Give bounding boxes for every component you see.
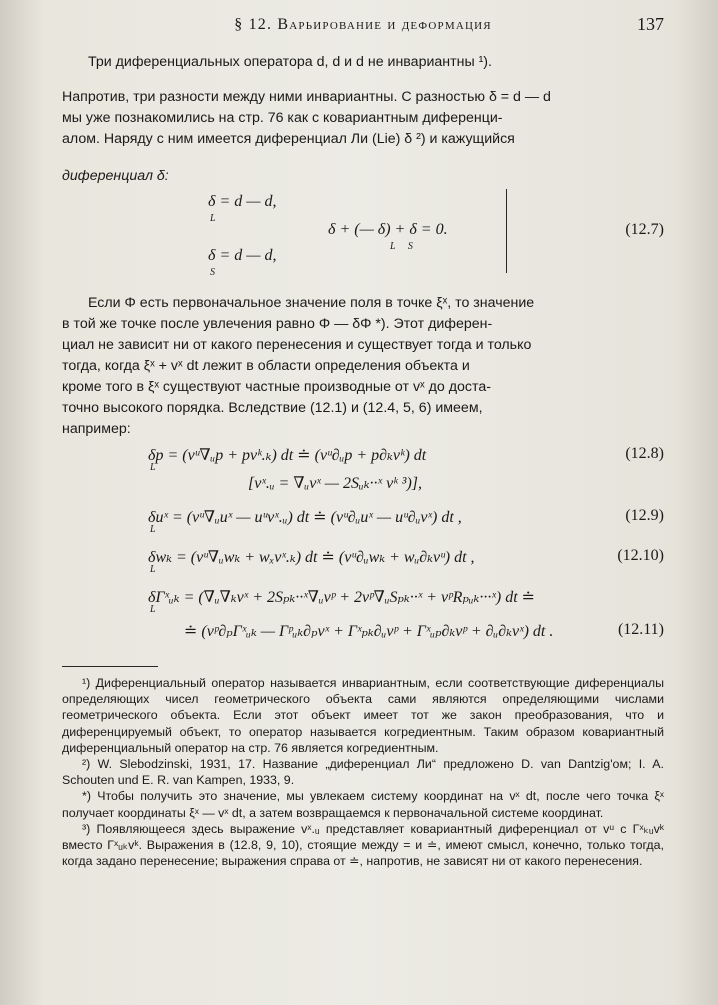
equation-text: δwₖ = (vᵘ∇ᵤwₖ + wₓvˣ.ₖ) dt ≐ (vᵘ∂ᵤwₖ + wᵤ∂ₖvᵘ) dt , (148, 549, 475, 566)
equation-12-11-part2 (62, 618, 664, 648)
main-text (62, 52, 664, 187)
equation-text: δuˣ = (vᵘ∇ᵤuˣ — uᵘvˣ.ᵤ) dt ≐ (vᵘ∂ᵤuˣ — uᵘ∂ᵤvˣ) dt , (148, 509, 462, 526)
system-line-3: δ = d — d, (208, 247, 277, 264)
equations-list (62, 442, 664, 648)
text-line: тогда, когда ξˣ + vˣ dt лежит в области определения объекта и (62, 358, 470, 374)
equation-text: ≐ (vᵖ∂ₚΓˣᵤₖ — Γᵖᵤₖ∂ₚvˣ + Γˣₚₖ∂ᵤvᵖ + Γˣᵤₚ∂ₖvᵖ + ∂ᵤ∂ₖvˣ) dt . (184, 623, 554, 640)
equation-number: (12.11) (617, 621, 664, 638)
text-line: кроме того в ξˣ существуют частные производные от vˣ до доста- (62, 379, 491, 395)
subscript-l: L (150, 524, 156, 535)
text-line: циал не зависит ни от какого перенесения и существует тогда и только (62, 337, 532, 353)
equation-12-9 (62, 504, 664, 544)
text-line: диференциал δ: (62, 168, 169, 184)
subscripts-l-s: L S (390, 241, 413, 252)
main-text-2 (62, 293, 664, 440)
equation-number: (12.8) (625, 445, 664, 462)
equation-12-8 (62, 442, 664, 473)
equation-12-11-part1 (62, 584, 664, 618)
text-line: алом. Наряду с ним имеется диференциал Ли (Lie) δ ²) и кажущийся (62, 131, 515, 147)
subscript-l: L (150, 462, 156, 473)
equation-text: δp = (vᵘ∇ᵤp + pvᵏ.ₖ) dt ≐ (vᵘ∂ᵤp + p∂ₖvᵏ) dt (148, 447, 427, 464)
page-number: 137 (637, 14, 664, 34)
footnote-2: ²) W. Slebodzinski, 1931, 17. Название „диференциал Ли“ предложено D. van Dantzig'ом; I. A. Schouten und E. R. van Kampen, 1933, 9. (62, 757, 664, 788)
equation-text: δΓˣᵤₖ = (∇ᵤ∇ₖvˣ + 2Sₚₖ··ˣ∇ᵤvᵖ + 2vᵖ∇ᵤSₚₖ··ˣ + vᵖRₚᵤₖ···ˣ) dt ≐ (148, 589, 536, 606)
paragraph-operators: Три диференциальных оператора d, d и d не инвариантны ¹). (88, 54, 492, 70)
footnotes (62, 675, 664, 869)
equation-number: (12.9) (625, 507, 664, 524)
equation-12-10 (62, 544, 664, 584)
footnote-star: *) Чтобы получить это значение, мы увлекаем систему координат на vˣ dt, после чего точка ξˣ получает координаты ξˣ — vˣ dt, а затем возвращаемся к первоначальной системе координат. (62, 789, 664, 820)
text-line: в той же точке после увлечения равно Φ — δΦ *). Этот диферен- (62, 316, 493, 332)
equation-number: (12.7) (625, 221, 664, 238)
footnote-divider (62, 666, 158, 667)
page-header (62, 16, 664, 48)
system-line-1: δ = d — d, (208, 193, 277, 210)
footnote-1: ¹) Диференциальный оператор называется инвариантным, если соответствующие диференциалы определяющих чисел геометрического объекта сами являются определяющими числами геометрического объекта. Если этот объект имеет тот же закон преобразования, что и диференцируемый объект, то оператор называется когредиентным. Таким образом ковариантный диференциальный оператор на стр. 76 является когредиентным. (62, 676, 664, 755)
equation-bracket-note (62, 470, 664, 504)
system-bracket (498, 189, 507, 273)
running-head: § 12. Варьирование и деформация (234, 16, 492, 33)
system-line-2: δ + (— δ) + δ = 0. (328, 221, 448, 238)
text-line: Напротив, три разности между ними инвариантны. С разностью δ = d — d (62, 89, 551, 105)
subscript-s: S (210, 267, 215, 278)
equation-text: [vˣ.ᵤ = ∇ᵤvˣ — 2Sᵤₖ··ˣ vᵏ ³)], (248, 475, 423, 492)
equation-number: (12.10) (617, 547, 664, 564)
subscript-l: L (210, 213, 216, 224)
text-line: точно высокого порядка. Вследствие (12.1) и (12.4, 5, 6) имеем, (62, 400, 483, 416)
text-line: Если Φ есть первоначальное значение поля в точке ξˣ, то значение (88, 295, 535, 311)
subscript-l: L (150, 604, 156, 615)
text-line: мы уже познакомились на стр. 76 как с ковариантным диференци- (62, 110, 503, 126)
text-line: например: (62, 421, 131, 437)
subscript-l: L (150, 564, 156, 575)
equation-system-12-7 (62, 189, 664, 283)
footnote-3: ³) Появляющееся здесь выражение vˣ.ᵤ представляет ковариантный диференциал от vᵘ с Γˣₖᵤvᵏ вместо Γˣᵤₖvᵏ. Выражения в (12.8, 9, 10), стоящие между = и ≐, имеют смысл, конечно, только тогда, когда задано перенесение; выражения справа от ≐, напротив, не зависят ни от какого перенесения. (62, 821, 664, 869)
